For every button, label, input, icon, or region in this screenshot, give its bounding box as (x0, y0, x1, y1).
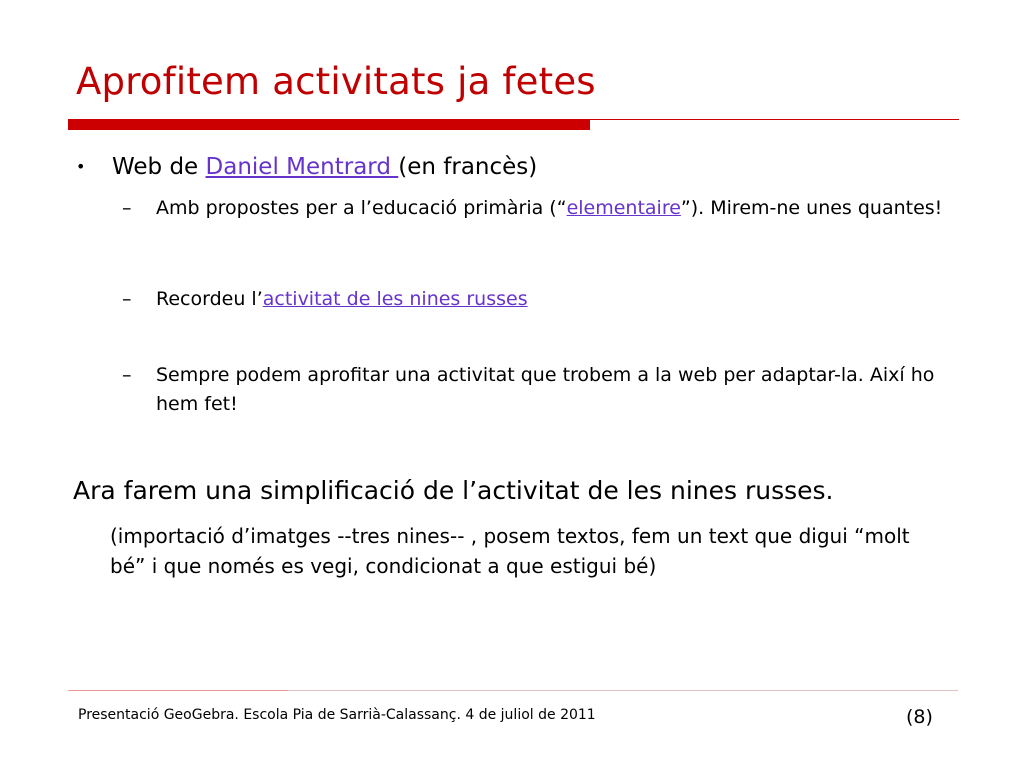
bullet-marker: • (76, 157, 86, 176)
footer-divider-left (68, 690, 288, 691)
bullet-text (112, 151, 537, 183)
elementaire-link[interactable]: elementaire (566, 197, 681, 219)
dash-marker: – (122, 364, 132, 386)
dash-marker: – (122, 197, 132, 219)
title-underline-bar (68, 119, 590, 130)
slide-title: Aprofitem activitats ja fetes (76, 60, 596, 103)
daniel-mentrard-link[interactable]: Daniel Mentrard (205, 154, 399, 180)
footer-text: Presentació GeoGebra. Escola Pia de Sarrià-Calassanç. 4 de juliol de 2011 (78, 707, 596, 723)
subitem-text-before: Amb propostes per a l’educació primària (“ (156, 197, 567, 219)
bullet-prefix: Web de (112, 154, 206, 180)
subitem-text (156, 194, 946, 223)
subitem-text-before: Recordeu l’ (156, 288, 263, 310)
page-number: (8) (906, 706, 933, 728)
title-underline-thin (590, 119, 959, 120)
subitem-text: Sempre podem aprofitar una activitat que trobem a la web per adaptar-la. Així ho hem fet! (156, 364, 935, 415)
subitem-text-after: ”). Mirem-ne unes quantes! (680, 197, 943, 219)
footer-divider-right (288, 690, 958, 691)
subitem-text (156, 285, 946, 314)
main-statement: Ara farem una simplificació de l’activitat de les nines russes. (73, 476, 834, 505)
bullet-suffix: (en francès) (398, 154, 538, 180)
dash-marker: – (122, 288, 132, 310)
nines-russes-link[interactable]: activitat de les nines russes (262, 288, 528, 310)
activity-note: (importació d’imatges --tres nines-- , posem textos, fem un text que digui “molt bé” i que només es vegi, condicionat a que estigui bé) (110, 524, 910, 578)
